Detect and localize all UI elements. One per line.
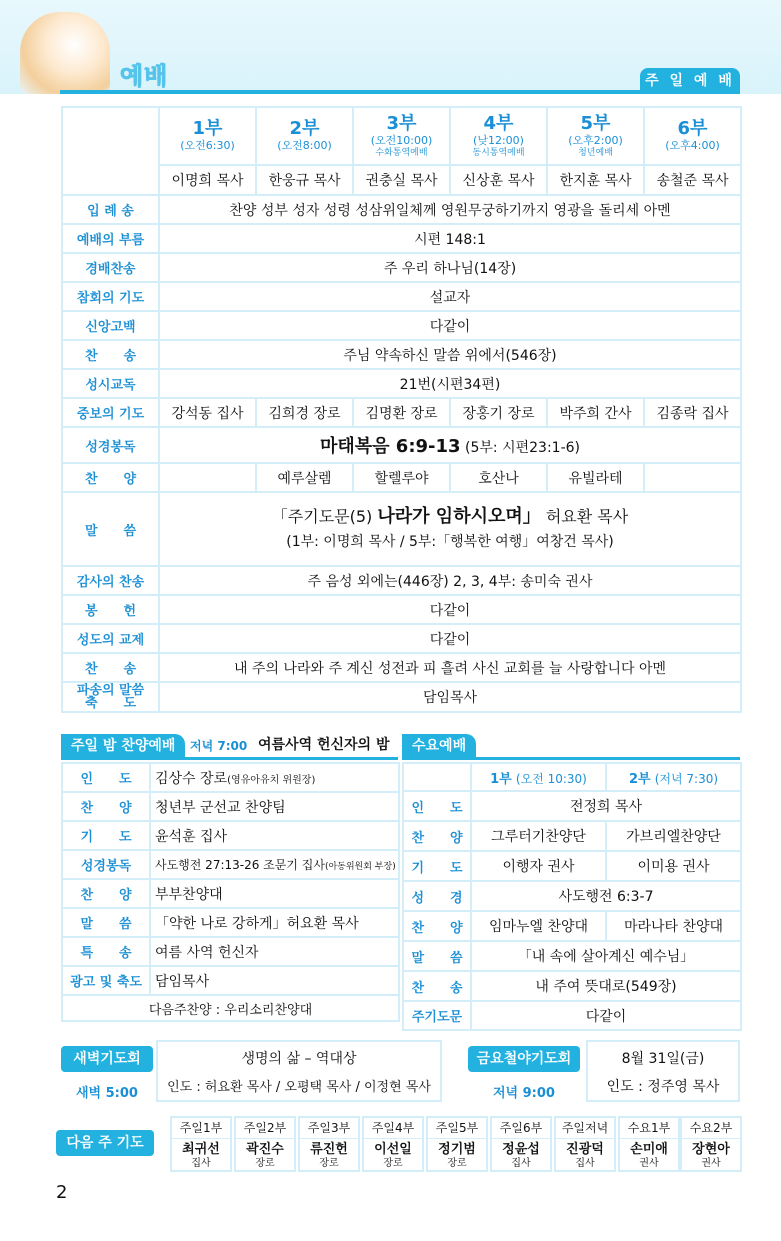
- intercessor-cell: 김명환 장로: [353, 398, 450, 427]
- wed-label: 기 도: [403, 851, 471, 881]
- evening-label: 찬 양: [62, 879, 150, 908]
- order-value: 다같이: [159, 624, 741, 653]
- order-label: 성경봉독: [62, 427, 159, 463]
- leader-cell: 이명희 목사: [159, 165, 256, 195]
- order-label: 감사의 찬송: [62, 566, 159, 595]
- dawn-prayer-time: 새벽 5:00: [76, 1086, 138, 1101]
- dawn-prayer-tag: 새벽기도회: [61, 1046, 153, 1072]
- evening-label: 인 도: [62, 763, 150, 792]
- wed-value: 「내 속에 살아계신 예수님」: [471, 941, 741, 971]
- empty-cell: [644, 463, 741, 492]
- evening-row: [62, 879, 399, 908]
- evening-row: [62, 850, 399, 879]
- next-week-choir: 다음주찬양 : 우리소리찬양대: [62, 995, 399, 1021]
- wed-label: 찬 양: [403, 911, 471, 941]
- choir-row: [62, 463, 741, 492]
- choir-cell: 할렐루야: [353, 463, 450, 492]
- header-divider: [60, 90, 740, 94]
- evening-value: 부부찬양대: [150, 879, 399, 908]
- order-row: [62, 624, 741, 653]
- friday-prayer-leader: 인도 : 정주영 목사: [606, 1079, 720, 1095]
- wed-value: 그루터기찬양단: [471, 821, 606, 851]
- evening-worship-tag: 주일 밤 찬양예배: [61, 734, 185, 758]
- wed-row: [403, 791, 741, 821]
- order-label: 성도의 교제: [62, 624, 159, 653]
- order-row: [62, 340, 741, 369]
- service-cell: 2부 (오전8:00): [256, 107, 353, 165]
- wed-row: [403, 881, 741, 911]
- intercessor-cell: 강석동 집사: [159, 398, 256, 427]
- order-row: [62, 566, 741, 595]
- dawn-prayer-title: 생명의 삶 – 역대상: [241, 1051, 357, 1067]
- order-label: 찬 양: [62, 463, 159, 492]
- wed-value: 임마누엘 찬양대: [471, 911, 606, 941]
- evening-label: 성경봉독: [62, 850, 150, 879]
- order-value: 21번(시편34편): [159, 369, 741, 398]
- service-cell: 3부 (오전10:00) 수화통역예배: [353, 107, 450, 165]
- order-label: 중보의 기도: [62, 398, 159, 427]
- prayer-assignment: 수요2부 장현아 권사: [680, 1116, 742, 1172]
- sermon-row: [62, 492, 741, 566]
- scripture-value: [159, 427, 741, 463]
- wed-value: 가브리엘찬양단: [606, 821, 741, 851]
- evening-divider: [61, 757, 398, 760]
- wed-value: 이행자 권사: [471, 851, 606, 881]
- service-cell: 6부 (오후4:00): [644, 107, 741, 165]
- wednesday-worship-tag: 수요예배: [402, 734, 476, 758]
- wed-label: 성 경: [403, 881, 471, 911]
- service-cell: 4부 (낮12:00) 동시통역예배: [450, 107, 547, 165]
- prayer-assignment: 주일6부 정윤섭 집사: [490, 1116, 552, 1172]
- evening-value: 청년부 군선교 찬양팀: [150, 792, 399, 821]
- sunday-worship-tag: 주 일 예 배: [640, 68, 740, 94]
- intercessor-cell: 박주희 간사: [547, 398, 644, 427]
- order-row: [62, 253, 741, 282]
- wednesday-table: [402, 762, 742, 1031]
- scripture-row: [62, 427, 741, 463]
- prayer-assignment: 주일4부 이선일 장로: [362, 1116, 424, 1172]
- wed-value: 이미용 권사: [606, 851, 741, 881]
- evening-label: 말 씀: [62, 908, 150, 937]
- evening-footer-row: [62, 995, 399, 1021]
- wed-value: 전정희 목사: [471, 791, 741, 821]
- intercession-row: [62, 398, 741, 427]
- wed-value: 다같이: [471, 1001, 741, 1030]
- sermon-value: [159, 492, 741, 566]
- choir-cell: 유빌라테: [547, 463, 644, 492]
- evening-row: [62, 821, 399, 850]
- order-label: 예배의 부름: [62, 224, 159, 253]
- sermon-title: 나라가 임하시오며」: [377, 506, 541, 527]
- service-leaders-row: [62, 165, 741, 195]
- scripture-extra: (5부: 시편23:1-6): [465, 440, 580, 456]
- blank-corner-cell: [62, 107, 159, 195]
- order-value: 다같이: [159, 595, 741, 624]
- wed-row: [403, 851, 741, 881]
- order-label: 찬 송: [62, 653, 159, 682]
- evening-row: [62, 792, 399, 821]
- order-value: 주님 약속하신 말씀 위에서(546장): [159, 340, 741, 369]
- choir-cell: 예루살렘: [256, 463, 353, 492]
- scripture-main: 마태복음 6:9-13: [319, 436, 461, 457]
- friday-prayer-date: 8월 31일(금): [621, 1051, 705, 1067]
- choir-cell: 호산나: [450, 463, 547, 492]
- page-title: 예배: [120, 62, 169, 90]
- evening-theme: 여름사역 헌신자의 밤: [258, 737, 390, 753]
- wed-row: [403, 941, 741, 971]
- service-times-row: [62, 107, 741, 165]
- prayer-assignment: 주일2부 곽진수 장로: [234, 1116, 296, 1172]
- intercessor-cell: 김종락 집사: [644, 398, 741, 427]
- order-value: 내 주의 나라와 주 계신 성전과 피 흘려 사신 교회를 늘 사랑합니다 아멘: [159, 653, 741, 682]
- order-row: [62, 653, 741, 682]
- order-label: 파송의 말씀 축 도: [62, 682, 159, 712]
- wed-label: 인 도: [403, 791, 471, 821]
- order-value: 시편 148:1: [159, 224, 741, 253]
- order-row: [62, 311, 741, 340]
- evening-row: [62, 763, 399, 792]
- leader-cell: 권충실 목사: [353, 165, 450, 195]
- praying-hands-icon: [20, 12, 110, 94]
- order-label: 경배찬송: [62, 253, 159, 282]
- next-week-prayer-tag: 다음 주 기도: [56, 1130, 154, 1156]
- blank-corner-cell: [403, 763, 471, 791]
- wed-row: [403, 821, 741, 851]
- service-cell: 5부 (오후2:00) 청년예배: [547, 107, 644, 165]
- leader-cell: 송철준 목사: [644, 165, 741, 195]
- evening-label: 특 송: [62, 937, 150, 966]
- order-row: [62, 282, 741, 311]
- wed-row: [403, 1001, 741, 1030]
- wednesday-header-row: [403, 763, 741, 791]
- prayer-assignment: 주일3부 류진헌 장로: [298, 1116, 360, 1172]
- order-value: 담임목사: [159, 682, 741, 712]
- order-row: [62, 224, 741, 253]
- wed-label: 주기도문: [403, 1001, 471, 1030]
- order-row: [62, 595, 741, 624]
- wed-value: 마라나타 찬양대: [606, 911, 741, 941]
- wed-value: 사도행전 6:3-7: [471, 881, 741, 911]
- evening-label: 광고 및 축도: [62, 966, 150, 995]
- order-value: 찬양 성부 성자 성령 성삼위일체께 영원무궁하기까지 영광을 돌리세 아멘: [159, 195, 741, 224]
- intercessor-cell: 김희경 장로: [256, 398, 353, 427]
- prayer-assignment: 주일5부 정기범 장로: [426, 1116, 488, 1172]
- prayer-assignment: 수요1부 손미애 권사: [618, 1116, 680, 1172]
- service-cell: 1부 (오전6:30): [159, 107, 256, 165]
- sermon-pre: 「주기도문(5): [271, 507, 373, 526]
- evening-row: [62, 937, 399, 966]
- wednesday-divider: [402, 757, 740, 760]
- evening-value: 사도행전 27:13-26 조문기 집사(아동위원회 부장): [150, 850, 399, 879]
- sunday-order-table: [61, 106, 742, 713]
- wed-part2: 2부 (저녁 7:30): [606, 763, 741, 791]
- evening-row: [62, 966, 399, 995]
- order-label: 봉 헌: [62, 595, 159, 624]
- order-value: 주 우리 하나님(14장): [159, 253, 741, 282]
- leader-cell: 한웅규 목사: [256, 165, 353, 195]
- order-value: 다같이: [159, 311, 741, 340]
- leader-cell: 한지훈 목사: [547, 165, 644, 195]
- evening-value: 「약한 나로 강하게」허요환 목사: [150, 908, 399, 937]
- prayer-assignment: 주일1부 최귀선 집사: [170, 1116, 232, 1172]
- evening-value: 담임목사: [150, 966, 399, 995]
- benediction-row: [62, 682, 741, 712]
- evening-label: 찬 양: [62, 792, 150, 821]
- wed-label: 말 씀: [403, 941, 471, 971]
- evening-value: 윤석훈 집사: [150, 821, 399, 850]
- order-row: [62, 195, 741, 224]
- wed-row: [403, 971, 741, 1001]
- friday-prayer-tag: 금요철야기도회: [468, 1046, 580, 1072]
- evening-table: [61, 762, 400, 1022]
- order-label: 신앙고백: [62, 311, 159, 340]
- sermon-preacher: 허요환 목사: [545, 507, 629, 526]
- evening-label: 기 도: [62, 821, 150, 850]
- wed-part1: 1부 (오전 10:30): [471, 763, 606, 791]
- evening-row: [62, 908, 399, 937]
- order-label: 입 례 송: [62, 195, 159, 224]
- order-label: 참회의 기도: [62, 282, 159, 311]
- wed-label: 찬 양: [403, 821, 471, 851]
- wed-value: 내 주여 뜻대로(549장): [471, 971, 741, 1001]
- intercessor-cell: 장홍기 장로: [450, 398, 547, 427]
- wed-label: 찬 송: [403, 971, 471, 1001]
- empty-cell: [159, 463, 256, 492]
- sermon-alt: (1부: 이명희 목사 / 5부:「행복한 여행」여창건 목사): [286, 534, 614, 550]
- friday-prayer-time: 저녁 9:00: [493, 1086, 555, 1101]
- leader-cell: 신상훈 목사: [450, 165, 547, 195]
- order-value: 설교자: [159, 282, 741, 311]
- page-header: [0, 0, 781, 98]
- evening-value: 김상수 장로(영유아유치 위원장): [150, 763, 399, 792]
- dawn-prayer-leaders: 인도 : 허요환 목사 / 오평택 목사 / 이정현 목사: [167, 1080, 431, 1095]
- evening-value: 여름 사역 헌신자: [150, 937, 399, 966]
- prayer-assignment: 주일저녁 진광덕 집사: [554, 1116, 616, 1172]
- order-label: 찬 송: [62, 340, 159, 369]
- order-value: 주 음성 외에는(446장) 2, 3, 4부: 송미숙 권사: [159, 566, 741, 595]
- page-number: 2: [56, 1182, 68, 1203]
- order-label: 말 씀: [62, 492, 159, 566]
- order-label: 성시교독: [62, 369, 159, 398]
- order-row: [62, 369, 741, 398]
- wed-row: [403, 911, 741, 941]
- evening-time: 저녁 7:00: [190, 739, 248, 753]
